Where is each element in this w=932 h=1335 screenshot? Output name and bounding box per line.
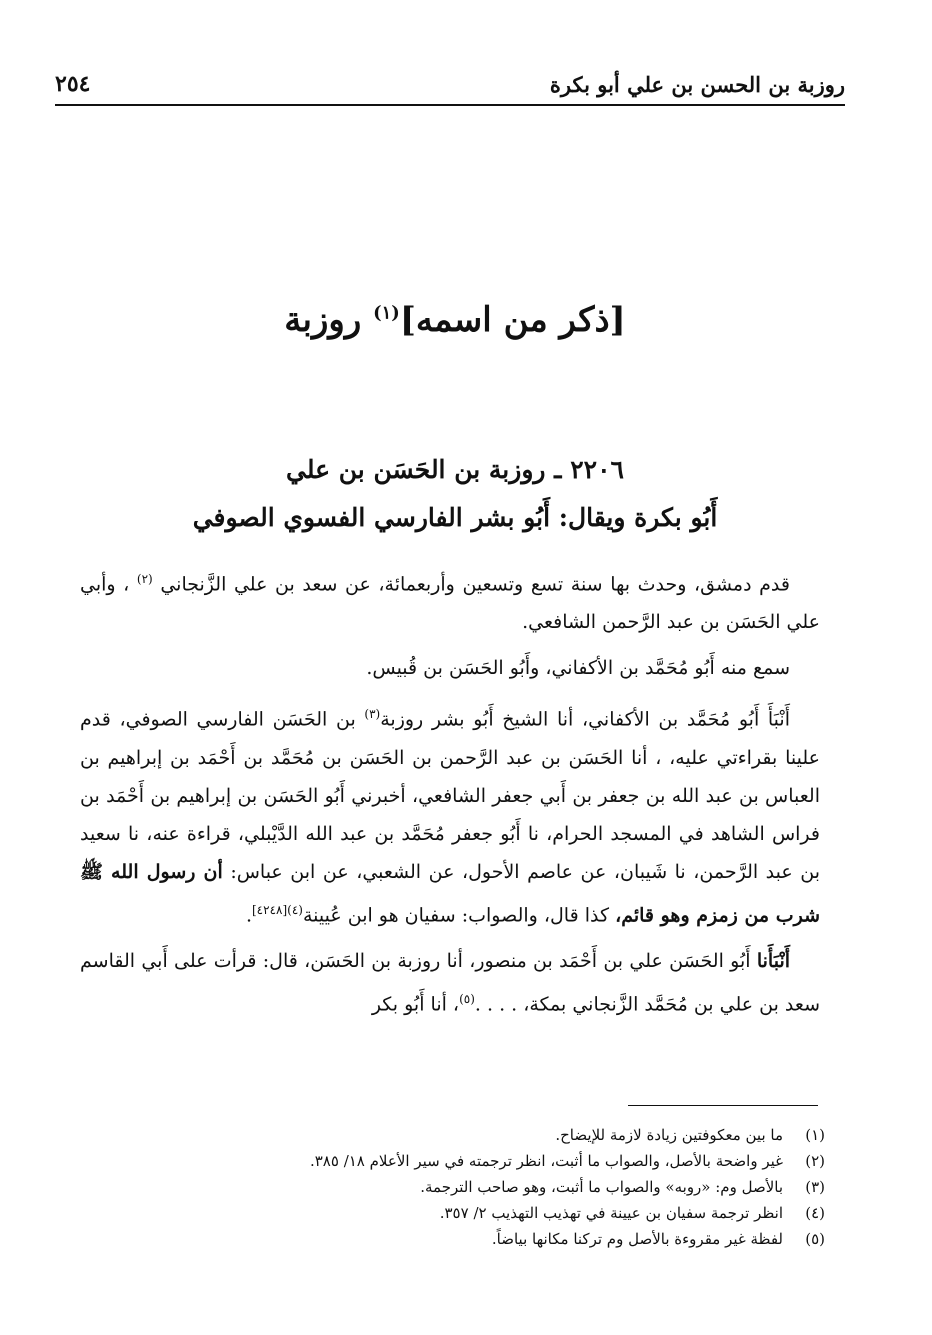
paragraph-2: سمع منه أَبُو مُحَمَّد بن الأكفاني، وأَبُو الحَسَن بن قُبيس.: [366, 657, 790, 680]
footnote-text: لفظة غير مقروءة بالأصل وم تركنا مكانها بياضاً.: [491, 1230, 783, 1248]
footnote-item: [200, 1148, 825, 1174]
hadith-text: أن رسول الله ﷺ شرب من زمزم وهو قائم،: [80, 860, 820, 926]
footnote-item: [200, 1200, 825, 1226]
footnotes: [200, 1122, 825, 1252]
footnote-number: (٥): [805, 1230, 825, 1248]
footnote-number: (٤): [805, 1204, 825, 1222]
footnote-text: غير واضحة بالأصل، والصواب ما أثبت، انظر ترجمته في سير الأعلام ١٨/ ٣٨٥.: [309, 1152, 783, 1170]
footnote-item: [200, 1122, 825, 1148]
footnote-ref-3: (٣): [364, 707, 381, 722]
paragraph-4: [80, 942, 820, 1023]
footnote-number: (١): [805, 1126, 825, 1144]
paragraph-4-lead: أَنْبَأَنا: [756, 949, 791, 972]
running-header: [55, 64, 845, 106]
footnote-ref-4: (٤)[٤٢٤٨]: [251, 902, 303, 917]
section-heading-note: (١): [373, 302, 400, 324]
footnote-text: بالأصل وم: «روبه» والصواب ما أثبت، وهو صاحب الترجمة.: [420, 1178, 783, 1196]
footnote-number: (٣): [805, 1178, 825, 1196]
running-title: روزبة بن الحسن بن علي أبو بكرة: [549, 71, 845, 97]
entry-title-line1: ٢٢٠٦ ـ روزبة بن الحَسَن بن علي: [286, 455, 624, 484]
footnote-text: انظر ترجمة سفيان بن عيينة في تهذيب التهذيب ٢/ ٣٥٧.: [439, 1204, 783, 1222]
paragraph-4-text-b: ، أنا أَبُو بكر: [371, 993, 460, 1016]
section-heading-text: [ذكر من اسمه]: [399, 300, 626, 340]
footnote-text: ما بين معكوفتين زيادة لازمة للإيضاح.: [555, 1126, 783, 1144]
paragraph-1-text-a: قدم دمشق، وحدث بها سنة تسع وتسعين وأربعمائة، عن سعد بن علي الزَّنجاني: [160, 573, 790, 596]
footnote-item: [200, 1174, 825, 1200]
section-heading: [60, 300, 850, 340]
paragraph-4-text-a: أَبُو الحَسَن علي بن أَحْمَد بن منصور، أنا روزبة بن الحَسَن، قال: قرأت على أَبي القاسم سعد بن علي بن مُحَمَّد الزَّنجاني بمكة، . . . .: [80, 949, 820, 1016]
paragraph-3-text-b: بن الحَسَن الفارسي الصوفي، قدم علينا بقراءتي عليه، ، أنا الحَسَن بن عبد الرَّحمن بن الحَسَن بن مُحَمَّد بن أَحْمَد بن إبراهيم بن العباس بن عبد الله بن جعفر بن أَبي جعفر الشافعي، أخبرني أَبُو الحَسَن بن إبراهيم بن أَحْمَد بن فراس الشاهد في المسجد الحرام، نا أَبُو جعفر مُحَمَّد بن عبد الله الدَّيْبلي، قراءة عنه، نا سعيد بن عبد الرَّحمن، نا شَيبان، عن عاصم الأحول، عن الشعبي، عن ابن عباس:: [80, 708, 820, 883]
paragraph-3: أَنْبَأَ أَبُو مُحَمَّد بن الأكفاني، أنا الشيخ أَبُو بشر روزبة$^{(٣)}$ بن الحَسَن الفارسي الصوفي، قدم علينا بقراءتي عليه، ، أنا الحَسَن بن عبد الرَّحمن بن الحَسَن بن مُحَمَّد بن أَحْمَد بن إبراهيم بن العباس بن عبد الله بن جعفر بن أَبي جعفر الشافعي، أخبرني أَبُو الحَسَن بن إبراهيم بن أَحْمَد بن فراس الشاهد في المسجد الحرام، نا أَبُو جعفر مُحَمَّد بن عبد الله الدَّيْبلي، قراءة عنه، نا سعيد بن عبد الرَّحمن، نا شَيبان، عن عاصم الأحول، عن الشعبي، عن ابن عباس: أن رسول الله ﷺ شرب من زمزم وهو قائم، كذا قال، والصواب: سفيان هو ابن عُيينة$^{(٤)[٤٢٤٨]}$.: [80, 707, 820, 926]
paragraph-1-text-b: ، وأبي علي الحَسَن بن عبد الرَّحمن الشافعي.: [80, 573, 820, 634]
page-number: ٢٥٤: [55, 71, 91, 97]
paragraph-3-text-a: أَنْبَأَ أَبُو مُحَمَّد بن الأكفاني، أنا الشيخ أَبُو بشر روزبة: [380, 708, 790, 731]
footnote-item: [200, 1226, 825, 1252]
entry-body: [80, 560, 820, 1031]
entry-title-line2: أَبُو بكرة ويقال: أَبُو بشر الفارسي الفسوي الصوفي: [192, 503, 718, 532]
footnote-ref-2: (٢): [136, 572, 153, 586]
footnote-number: (٢): [805, 1152, 825, 1170]
paragraph-3-text-c: كذا قال، والصواب: سفيان هو ابن عُيينة: [302, 903, 610, 926]
paragraph-1: [80, 560, 820, 641]
section-heading-name: روزبة: [284, 300, 362, 340]
footnote-ref-5: (٥): [459, 991, 475, 1006]
footnote-divider: [628, 1105, 818, 1106]
